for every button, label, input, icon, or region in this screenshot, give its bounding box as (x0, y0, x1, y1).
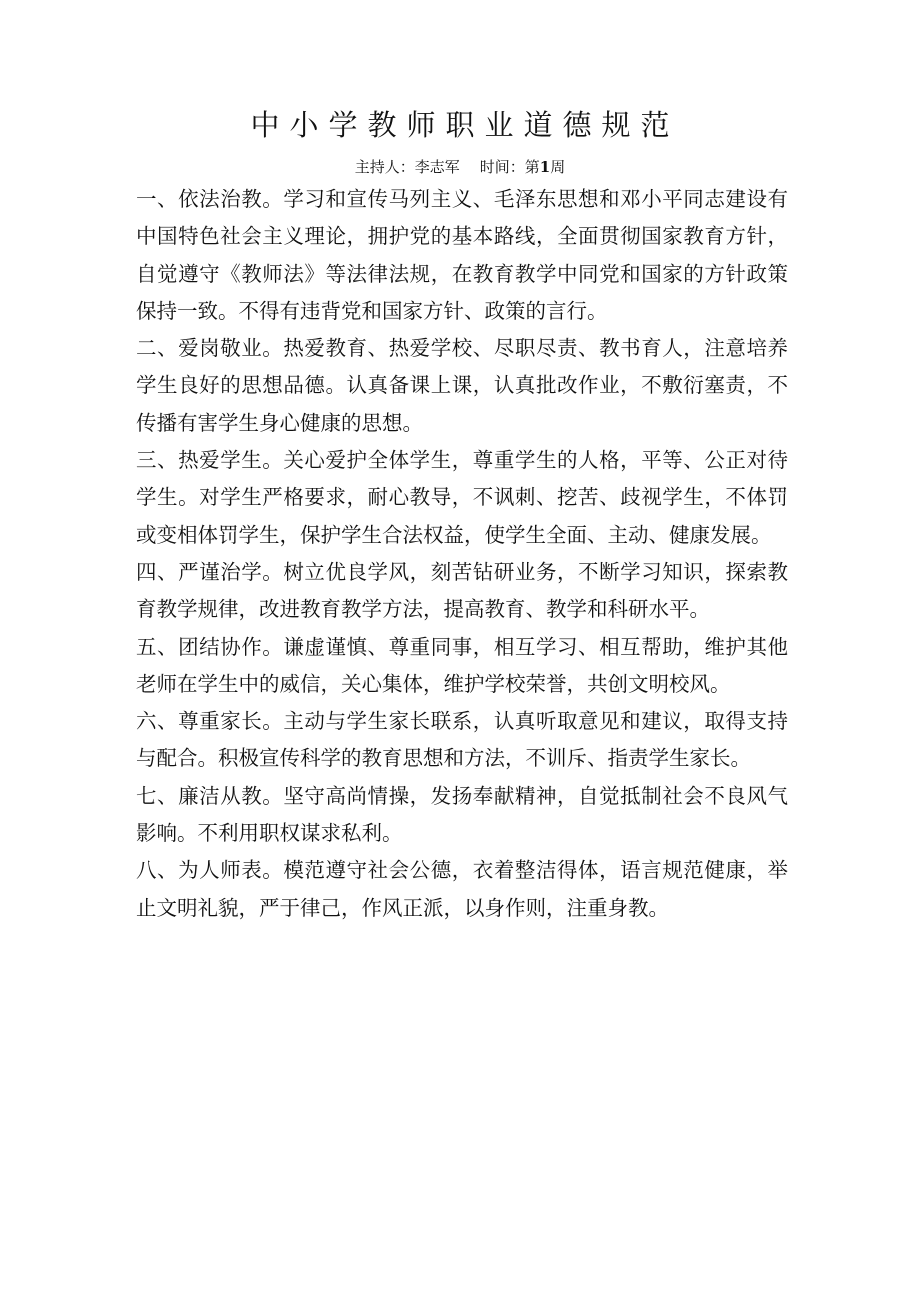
week-number: 1 (539, 158, 551, 176)
paragraph-rule-6: 六、尊重家长。主动与学生家长联系，认真听取意见和建议，取得支持与配合。积极宣传科学的教育思想和方法，不训斥、指责学生家长。 (136, 709, 788, 771)
paragraph-rule-2: 二、爱岗敬业。热爱教育、热爱学校、尽职尽责、教书育人，注意培养学生良好的思想品德。认真备课上课，认真批改作业，不敷衍塞责，不传播有害学生身心健康的思想。 (136, 336, 788, 435)
week-prefix: 第 (524, 158, 540, 176)
host-label: 主持人： (354, 158, 415, 176)
week-suffix: 周 (550, 158, 566, 176)
paragraph-rule-5: 五、团结协作。谦虚谨慎、尊重同事，相互学习、相互帮助，维护其他老师在学生中的威信，关心集体，维护学校荣誉，共创文明校风。 (136, 634, 788, 696)
paragraph-rule-1: 一、依法治教。学习和宣传马列主义、毛泽东思想和邓小平同志建设有中国特色社会主义理论，拥护党的基本路线，全面贯彻国家教育方针，自觉遵守《教师法》等法律法规，在教育教学中同党和国家的方针政策保持一致。不得有违背党和国家方针、政策的言行。 (136, 187, 788, 323)
paragraph-rule-8: 八、为人师表。模范遵守社会公德，衣着整洁得体，语言规范健康，举止文明礼貌，严于律己，作风正派，以身作则，注重身教。 (136, 858, 788, 920)
paragraph-rule-4: 四、严谨治学。树立优良学风，刻苦钻研业务，不断学习知识，探索教育教学规律，改进教育教学方法，提高教育、教学和科研水平。 (136, 559, 788, 622)
paragraph-rule-7: 七、廉洁从教。坚守高尚情操，发扬奉献精神，自觉抵制社会不良风气影响。不利用职权谋求私利。 (136, 783, 788, 846)
host-name: 李志军 (414, 158, 460, 176)
document-meta (0, 156, 920, 178)
document-body (136, 181, 788, 927)
time-label: 时间： (479, 158, 525, 176)
paragraph-rule-3: 三、热爱学生。关心爱护全体学生，尊重学生的人格，平等、公正对待学生。对学生严格要求，耐心教导，不讽刺、挖苦、歧视学生，不体罚或变相体罚学生，保护学生合法权益，使学生全面、主动、健康发展。 (136, 448, 788, 547)
document-title: 中小学教师职业道德规范 (250, 108, 680, 142)
